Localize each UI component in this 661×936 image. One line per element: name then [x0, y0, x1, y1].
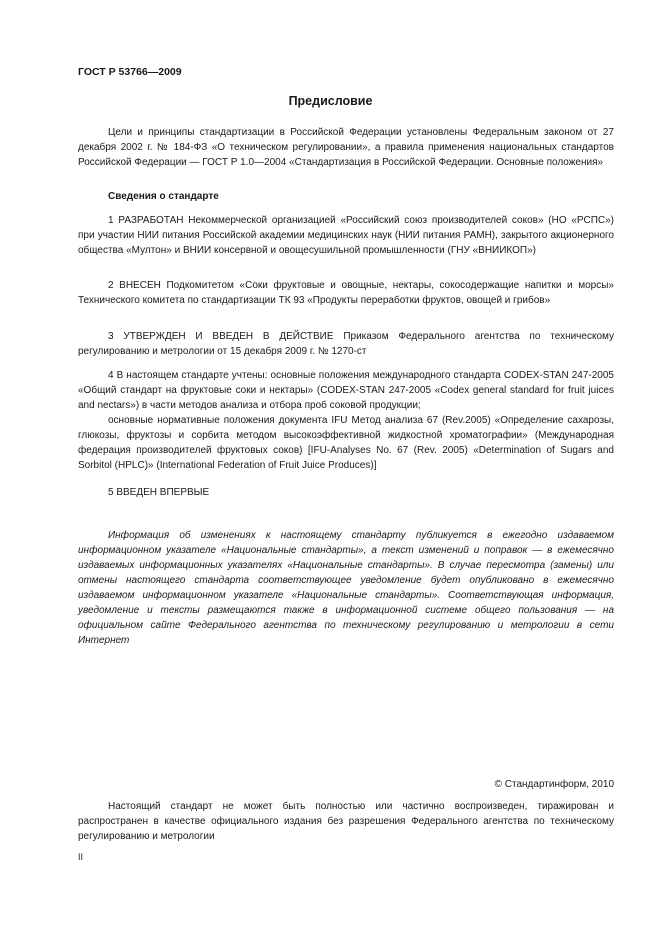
item-2-section	[78, 278, 614, 308]
item-3-paragraph: 3 УТВЕРЖДЕН И ВВЕДЕН В ДЕЙСТВИЕ Приказом Федерального агентства по техническому регулированию и метрологии от 15 декабря 2009 г. № 1270-ст	[78, 331, 614, 357]
item-4-paragraph-a: 4 В настоящем стандарте учтены: основные положения международного стандарта CODEX-STAN 247-2005 «Общий стандарт на фруктовые соки и нектары» (CODEX-STAN 247-2005 «Codex general standard for fruit juices and nectars») в части методов анализа и отбора проб соковой продукции;	[78, 370, 614, 411]
intro-section	[78, 125, 614, 170]
item-4-section	[78, 368, 614, 473]
info-heading-section	[78, 189, 614, 204]
notice-section	[78, 528, 614, 648]
document-id-header: ГОСТ Р 53766—2009	[78, 66, 182, 78]
item-3-section	[78, 329, 614, 359]
item-4-paragraph-b: основные нормативные положения документа IFU Метод анализа 67 (Rev.2005) «Определение сахарозы, глюкозы, фруктозы и сорбита методом высокоэффективной жидкостной хроматографии» (Международная федерация производителей фруктовых соков) [IFU-Analyses No. 67 (Rev. 2005) «Determination of Sugars and Sorbitol (HPLC)» (International Federation of Fruit Juice Produces)]	[78, 415, 614, 471]
info-heading: Сведения о стандарте	[108, 191, 219, 202]
copyright-line: © Стандартинформ, 2010	[494, 779, 614, 790]
item-1-paragraph: 1 РАЗРАБОТАН Некоммерческой организацией «Российский союз производителей соков» (НО «РСПС») при участии НИИ питания Российской академии медицинских наук (НИИ питания РАМН), закрытого акционерного общества «Мултон» и ВНИИ консервной и овощесушильной промышленности (ГНУ «ВНИИКОП»)	[78, 215, 614, 256]
page-number: II	[78, 852, 84, 862]
reproduction-paragraph: Настоящий стандарт не может быть полностью или частично воспроизведен, тиражирован и распространен в качестве официального издания без разрешения Федерального агентства по техническому регулированию и метрологии	[78, 801, 614, 842]
reproduction-section	[78, 799, 614, 844]
item-1-section	[78, 213, 614, 258]
item-2-paragraph: 2 ВНЕСЕН Подкомитетом «Соки фруктовые и овощные, нектары, сокосодержащие напитки и морсы» Технического комитета по стандартизации ТК 93 «Продукты переработки фруктов, овощей и грибов»	[78, 280, 614, 306]
page-title: Предисловие	[288, 94, 373, 108]
item-5-paragraph: 5 ВВЕДЕН ВПЕРВЫЕ	[108, 487, 210, 498]
item-5-section	[78, 485, 614, 500]
notice-paragraph: Информация об изменениях к настоящему стандарту публикуется в ежегодно издаваемом информационном указателе «Национальные стандарты», а текст изменений и поправок — в ежемесячно издаваемых информационных указателях «Национальные стандарты». В случае пересмотра (замены) или отмены настоящего стандарта соответствующее уведомление будет опубликовано в ежемесячно издаваемом информационном указателе «Национальные стандарты». Соответствующая информация, уведомление и тексты размещаются также в информационной системе общего пользования — на официальном сайте Федерального агентства по техническому регулированию и метрологии в сети Интернет	[78, 530, 614, 646]
intro-paragraph: Цели и принципы стандартизации в Российской Федерации установлены Федеральным законом от 27 декабря 2002 г. № 184-ФЗ «О техническом регулировании», а правила применения национальных стандартов Российской Федерации — ГОСТ Р 1.0—2004 «Стандартизация в Российской Федерации. Основные положения»	[78, 127, 614, 168]
